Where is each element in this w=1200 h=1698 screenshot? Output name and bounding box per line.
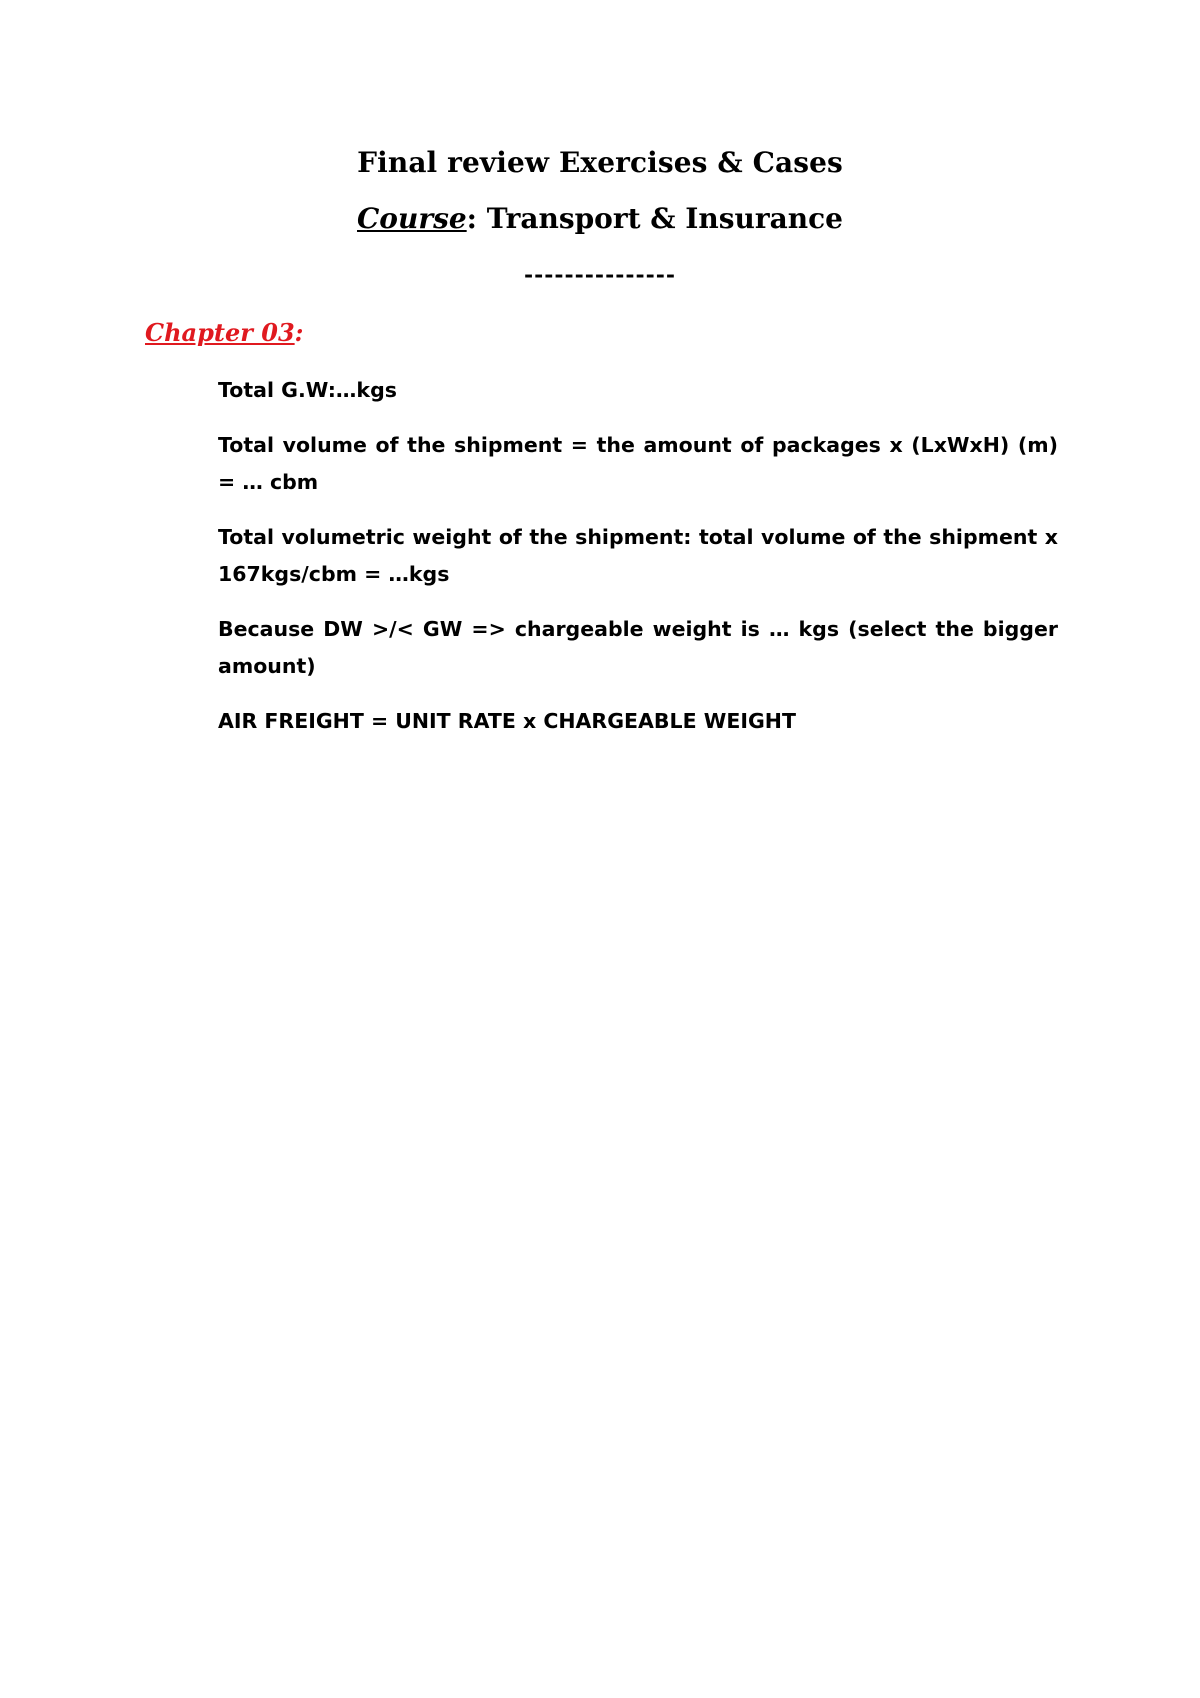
dash-separator: ---------------	[524, 262, 676, 288]
document-title: Final review Exercises & Cases	[357, 146, 843, 179]
line-air-freight-formula: AIR FREIGHT = UNIT RATE x CHARGEABLE WEIGHT	[218, 709, 796, 733]
chapter-content	[218, 372, 1058, 758]
chapter-colon: :	[294, 318, 304, 347]
course-line	[0, 202, 1200, 235]
line-total-volume: Total volume of the shipment = the amount of packages x (LxWxH) (m) = … cbm	[218, 433, 1058, 494]
course-name: Transport & Insurance	[477, 202, 843, 235]
course-label: Course	[357, 202, 467, 235]
chapter-heading	[145, 318, 304, 347]
chapter-label: Chapter 03	[145, 318, 295, 347]
line-volumetric-weight: Total volumetric weight of the shipment: total volume of the shipment x 167kgs/cbm = …kgs	[218, 525, 1058, 586]
line-chargeable-weight: Because DW >/< GW => chargeable weight is … kgs (select the bigger amount)	[218, 617, 1058, 678]
line-total-gross-weight: Total G.W:…kgs	[218, 378, 397, 402]
course-separator-colon: :	[466, 202, 478, 235]
